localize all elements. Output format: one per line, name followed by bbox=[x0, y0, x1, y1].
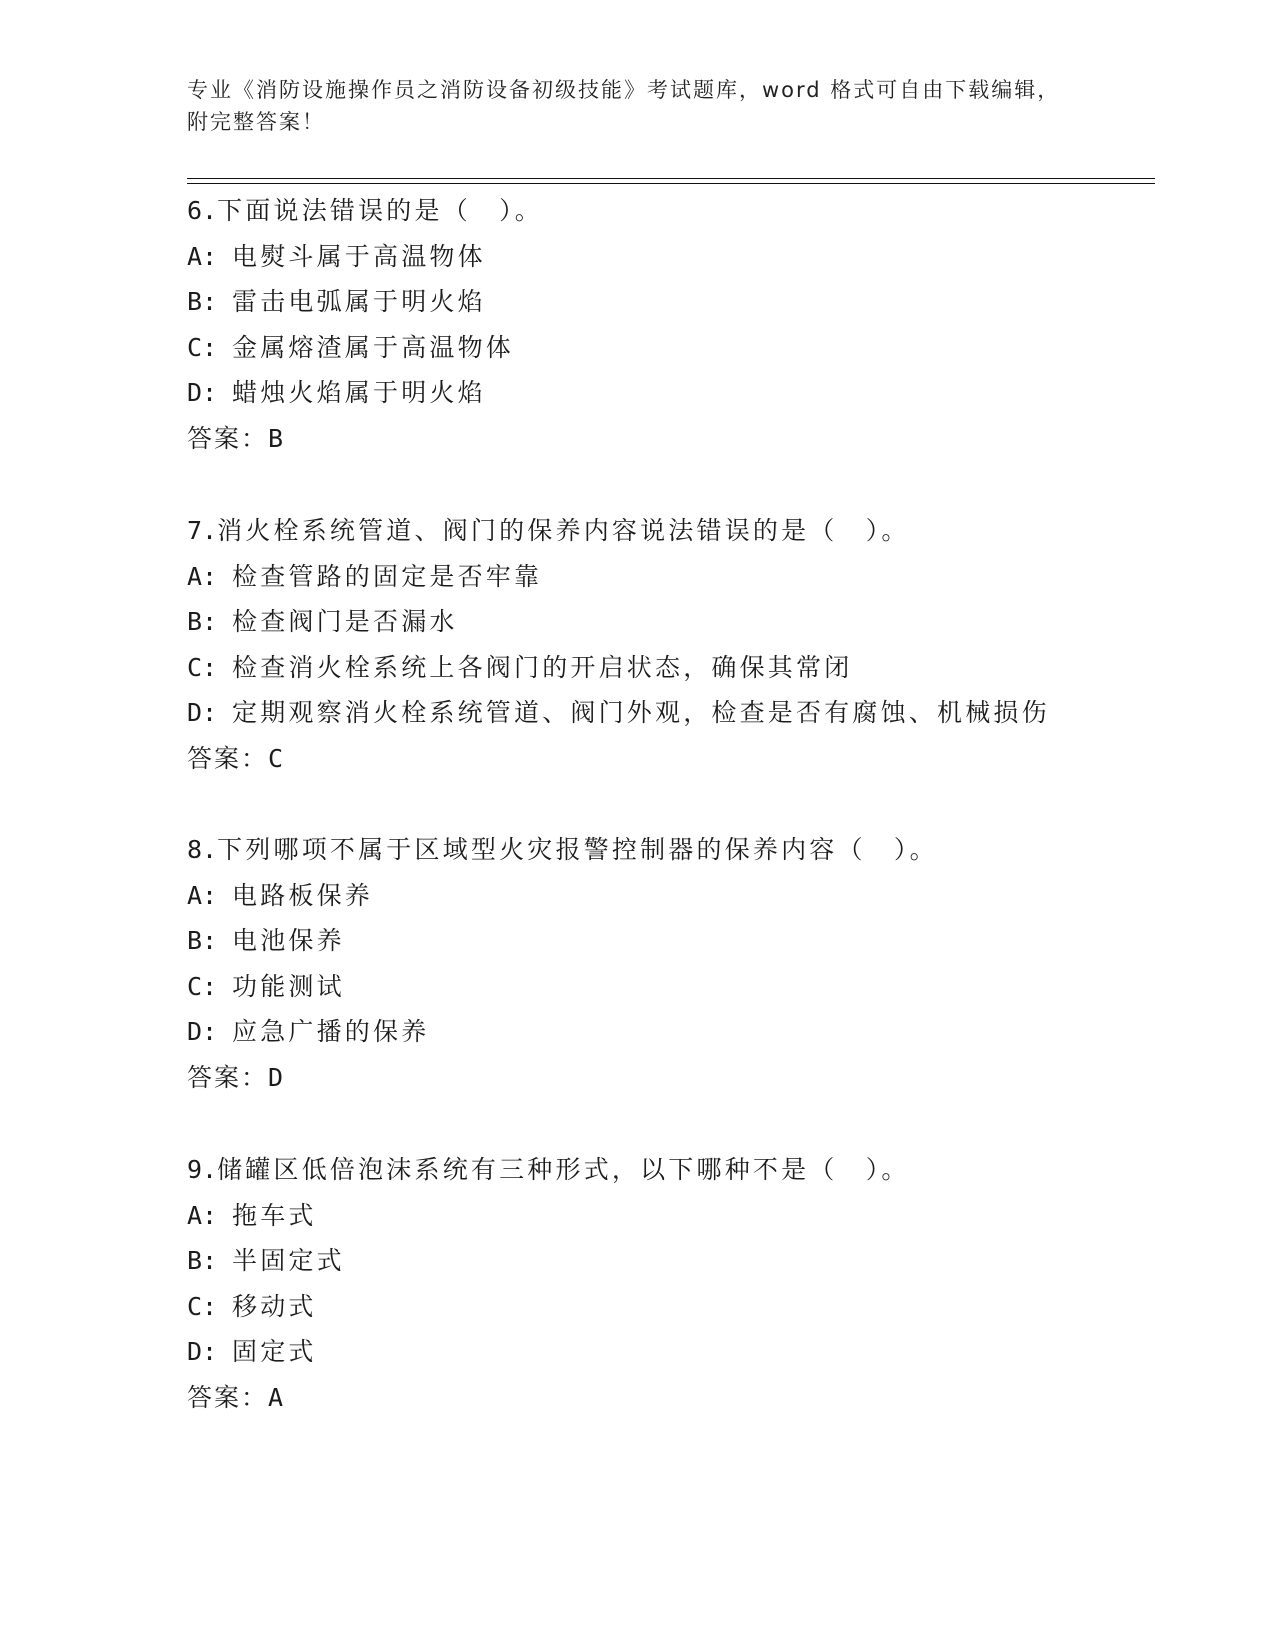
question-number: 7. bbox=[187, 516, 218, 545]
option-a bbox=[187, 554, 1147, 600]
answer-line bbox=[187, 1055, 1147, 1101]
option-text: 拖车式 bbox=[232, 1200, 317, 1230]
question-number: 8. bbox=[187, 835, 218, 864]
option-d bbox=[187, 370, 1147, 416]
option-letter: A: bbox=[187, 1200, 218, 1230]
option-text: 金属熔渣属于高温物体 bbox=[232, 332, 515, 362]
question-number: 6. bbox=[187, 196, 218, 225]
header-divider-bottom bbox=[187, 183, 1155, 184]
option-c bbox=[187, 1284, 1147, 1330]
option-letter: A: bbox=[187, 561, 218, 591]
option-b bbox=[187, 279, 1147, 325]
option-d bbox=[187, 1009, 1147, 1055]
option-letter: C: bbox=[187, 652, 218, 682]
answer-value: B bbox=[268, 423, 284, 453]
option-c bbox=[187, 645, 1147, 691]
answer-line bbox=[187, 1375, 1147, 1421]
option-text: 固定式 bbox=[232, 1337, 317, 1366]
answer-label: 答案： bbox=[187, 1062, 269, 1092]
option-letter: C: bbox=[187, 1291, 218, 1321]
answer-value: C bbox=[268, 743, 284, 773]
question-8 bbox=[187, 827, 1147, 1100]
answer-value: A bbox=[268, 1382, 284, 1412]
option-letter: B: bbox=[187, 926, 218, 955]
option-a bbox=[187, 1193, 1147, 1239]
option-a bbox=[187, 873, 1147, 919]
document-header: 专业《消防设施操作员之消防设备初级技能》考试题库，word 格式可自由下载编辑，附完整答案！ bbox=[187, 78, 1061, 134]
answer-label: 答案： bbox=[187, 743, 269, 773]
option-b bbox=[187, 918, 1147, 964]
option-a bbox=[187, 234, 1147, 280]
option-text: 检查阀门是否漏水 bbox=[232, 607, 458, 636]
question-stem bbox=[187, 508, 1147, 554]
option-text: 电熨斗属于高温物体 bbox=[232, 241, 486, 271]
question-text: 下面说法错误的是（ ）。 bbox=[217, 196, 544, 225]
option-letter: A: bbox=[187, 880, 218, 910]
option-letter: D: bbox=[187, 1337, 218, 1366]
question-9 bbox=[187, 1147, 1147, 1420]
option-text: 半固定式 bbox=[232, 1246, 345, 1275]
option-text: 蜡烛火焰属于明火焰 bbox=[232, 378, 486, 407]
answer-label: 答案： bbox=[187, 1382, 269, 1412]
question-7 bbox=[187, 508, 1147, 781]
question-stem bbox=[187, 827, 1147, 873]
option-letter: B: bbox=[187, 607, 218, 636]
option-text: 电池保养 bbox=[232, 926, 345, 955]
option-c bbox=[187, 964, 1147, 1010]
question-stem bbox=[187, 188, 1147, 234]
option-letter: D: bbox=[187, 698, 218, 727]
option-d bbox=[187, 1329, 1147, 1375]
option-letter: B: bbox=[187, 1246, 218, 1275]
option-text: 雷击电弧属于明火焰 bbox=[232, 287, 486, 316]
option-letter: D: bbox=[187, 1017, 218, 1046]
option-text: 检查管路的固定是否牢靠 bbox=[232, 561, 543, 591]
option-b bbox=[187, 599, 1147, 645]
option-c bbox=[187, 325, 1147, 371]
question-text: 消火栓系统管道、阀门的保养内容说法错误的是（ ）。 bbox=[217, 516, 910, 545]
option-letter: B: bbox=[187, 287, 218, 316]
question-text: 下列哪项不属于区域型火灾报警控制器的保养内容（ ）。 bbox=[217, 835, 938, 864]
option-text: 定期观察消火栓系统管道、阀门外观，检查是否有腐蚀、机械损伤 bbox=[232, 698, 1050, 727]
header-divider-top bbox=[187, 178, 1155, 179]
option-text: 应急广播的保养 bbox=[232, 1017, 430, 1046]
option-b bbox=[187, 1238, 1147, 1284]
question-6 bbox=[187, 188, 1147, 461]
question-stem bbox=[187, 1147, 1147, 1193]
option-text: 移动式 bbox=[232, 1291, 317, 1321]
question-text: 储罐区低倍泡沫系统有三种形式，以下哪种不是（ ）。 bbox=[217, 1155, 910, 1184]
question-number: 9. bbox=[187, 1155, 218, 1184]
option-d bbox=[187, 690, 1147, 736]
option-text: 电路板保养 bbox=[232, 880, 374, 910]
answer-label: 答案： bbox=[187, 423, 269, 453]
option-letter: C: bbox=[187, 971, 218, 1001]
option-letter: A: bbox=[187, 241, 218, 271]
option-letter: C: bbox=[187, 332, 218, 362]
answer-value: D bbox=[268, 1062, 284, 1092]
answer-line bbox=[187, 416, 1147, 462]
option-text: 检查消火栓系统上各阀门的开启状态，确保其常闭 bbox=[232, 652, 853, 682]
option-letter: D: bbox=[187, 378, 218, 407]
option-text: 功能测试 bbox=[232, 971, 345, 1001]
answer-line bbox=[187, 736, 1147, 782]
